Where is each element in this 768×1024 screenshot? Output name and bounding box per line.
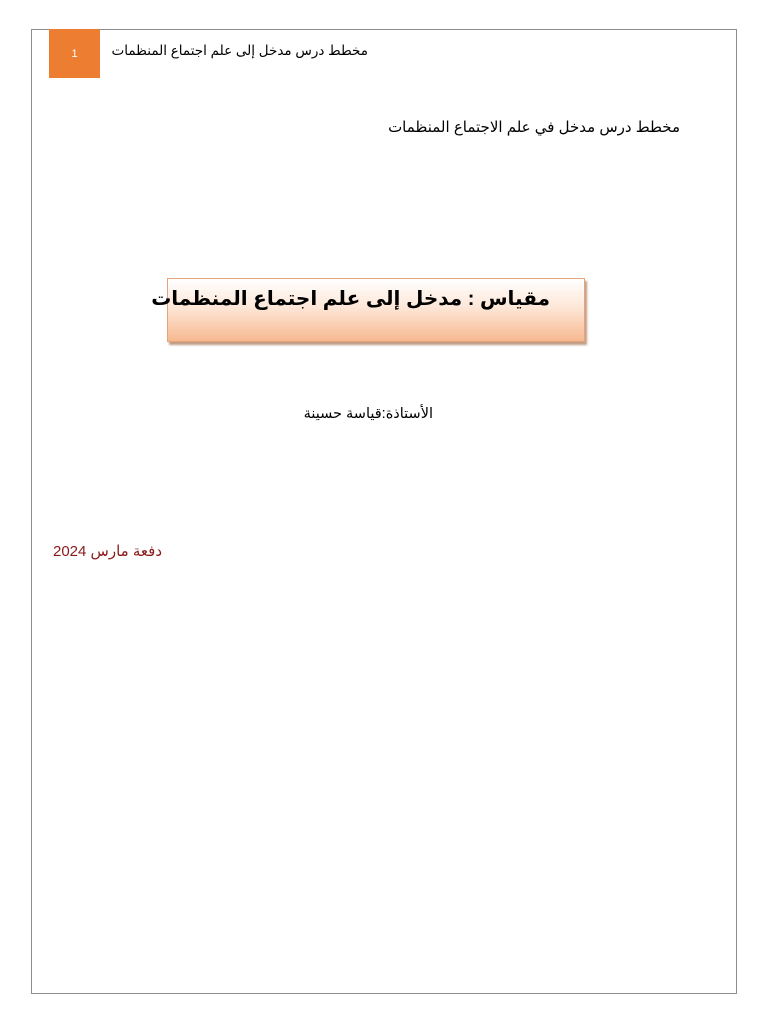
page-number-badge (49, 29, 100, 78)
running-header-title: مخطط درس مدخل إلى علم اجتماع المنظمات (111, 43, 368, 58)
cohort-label: دفعة مارس 2024 (53, 543, 162, 560)
instructor-name: الأستاذة:قياسة حسينة (303, 406, 433, 422)
page-frame (31, 29, 737, 994)
course-title: مقياس : مدخل إلى علم اجتماع المنظمات (151, 288, 550, 310)
course-title-box (151, 278, 585, 342)
document-subtitle: مخطط درس مدخل في علم الاجتماع المنظمات (388, 119, 680, 136)
page-number: 1 (71, 47, 78, 60)
